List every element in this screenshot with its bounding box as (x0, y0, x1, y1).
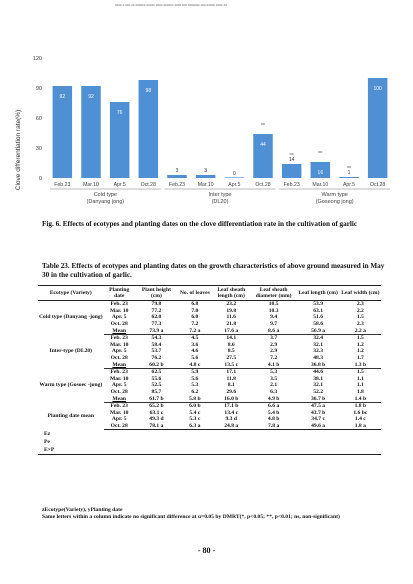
bar-value-label: 1 (347, 170, 351, 176)
plant-height-cell: 62.0 (151, 314, 162, 321)
no-of-leaves-mean-cell: 5.8 b (178, 395, 212, 402)
planting-date-cell: Feb. 23 (110, 335, 128, 342)
stats-row (38, 430, 381, 439)
stats-label-cell: Ez (44, 431, 51, 438)
leaf-sheath-length-cell: 13.4 c (224, 409, 239, 416)
bar-value-label: 98 (145, 88, 152, 94)
leaf-width-mean-cell: 2.2 a (340, 327, 381, 334)
leaf-width-cell: 1.7 (356, 355, 364, 362)
plant-height-cell: 53.7 (151, 348, 162, 355)
leaf-sheath-length-cell: 29.6 (226, 389, 237, 396)
y-axis-label: Clove differentiation rate(%) (15, 109, 22, 191)
leaf-width-cell: 2.2 (356, 307, 364, 314)
bar-value-label: 14 (288, 157, 295, 163)
planting-date-cell: Apr. 5 (111, 314, 127, 321)
planting-date-cell: Oct. 28 (110, 321, 128, 328)
x-tick-label: Apr.5 (228, 182, 241, 188)
leaf-width-cell: 1.8 b (354, 403, 367, 410)
leaf-length-cell: 63.1 (313, 307, 323, 314)
header-leaf-sheath-diameter: Leaf sheath diameter (mm) (251, 286, 297, 301)
bar-value-label: 0 (232, 171, 236, 177)
leaf-length-cell: 38.1 (313, 375, 323, 382)
leaf-sheath-diameter-mean-cell: 4.1 b (251, 361, 297, 368)
leaf-length-cell: 32.3 (313, 348, 323, 355)
plant-height-cell: 55.6 (151, 375, 162, 382)
leaf-sheath-length-cell: 8.5 (227, 348, 235, 355)
bar (339, 177, 358, 178)
ecotype-cell: Planting date mean (47, 412, 94, 419)
no-of-leaves-cell: 4.6 (191, 348, 199, 355)
planting-date-cell: Oct. 28 (110, 389, 128, 396)
table-caption: Table 23. Effects of ecotypes and planting dates on the growth characteristics of above ground measured in May 30 in the cultivation of garlic. (42, 262, 385, 279)
bar-value-label: 3 (175, 168, 179, 174)
plant-height-cell: 85.7 (151, 389, 162, 396)
leaf-sheath-diameter-cell: 3.7 (270, 335, 278, 342)
plant-height-mean-cell: 73.9 a (135, 327, 178, 334)
leaf-width-cell: 1.2 (356, 348, 364, 355)
leaf-length-cell: 49.6 a (297, 423, 340, 430)
y-tick-label: 60 (35, 116, 42, 122)
leaf-sheath-length-cell: 11.6 (226, 314, 236, 321)
bar-value-label: 92 (88, 94, 94, 100)
leaf-length-cell: 53.9 (313, 301, 323, 308)
bar (253, 134, 272, 178)
no-of-leaves-cell: 5.6 (191, 375, 199, 382)
leaf-sheath-diameter-cell: 5.3 (270, 369, 278, 376)
group-label: Cold type (93, 192, 117, 198)
no-of-leaves-cell: 6.8 (191, 301, 199, 308)
table-body (38, 301, 381, 455)
leaf-sheath-length-cell: 17.1 (226, 369, 237, 376)
leaf-sheath-diameter-cell: 6.6 a (268, 403, 280, 410)
leaf-length-cell: 47.5 a (311, 403, 326, 410)
planting-date-cell: Mar. 10 (109, 341, 129, 348)
leaf-width-cell: 1.4 c (354, 416, 366, 423)
leaf-sheath-diameter-cell: 4.8 b (267, 416, 280, 423)
bar (368, 78, 387, 178)
y-tick-label: 0 (38, 176, 42, 182)
leaf-sheath-length-cell: 23.2 (226, 301, 237, 308)
leaf-sheath-diameter-cell: 2.9 (270, 341, 278, 348)
group-labels (50, 189, 390, 205)
clove-differentiation-chart (0, 40, 413, 215)
x-tick-label: Feb.23 (168, 182, 186, 188)
leaf-sheath-diameter-cell: 2.9 (270, 348, 278, 355)
plant-height-cell: 76.2 (151, 355, 162, 362)
x-tick-label: Feb.23 (54, 182, 71, 188)
footnote-line-1: zEcotype(Variety), yPlanting date (42, 507, 123, 513)
table-row (38, 301, 381, 308)
bar (167, 175, 186, 178)
leaf-sheath-diameter-cell: 3.5 (270, 375, 278, 382)
y-ticks (33, 56, 42, 182)
bar-value-label: 3 (204, 168, 208, 174)
ecotype-cell: Inter-type (DL20) (49, 347, 93, 354)
leaf-length-mean-cell: 36.7 b (297, 395, 340, 402)
x-tick-label: Mar.10 (197, 182, 214, 188)
leaf-width-cell: 2.3 (356, 301, 364, 308)
plant-height-cell: 52.5 (151, 382, 162, 389)
no-of-leaves-cell: 5.9 (191, 369, 199, 376)
leaf-width-cell: 2.3 (356, 321, 364, 328)
leaf-sheath-diameter-cell: 7.2 (270, 355, 278, 362)
leaf-sheath-diameter-cell: 2.1 (270, 382, 278, 389)
leaf-length-cell: 32.1 (313, 382, 323, 389)
plant-height-cell: 49.3 d (149, 416, 164, 423)
leaf-length-cell: 34.7 c (311, 416, 325, 423)
planting-date-mean-cell: Mean (104, 361, 135, 368)
leaf-sheath-length-cell: 14.1 (226, 335, 237, 342)
planting-date-cell: Oct. 28 (110, 355, 128, 362)
x-tick-label: Mar.10 (83, 182, 99, 188)
leaf-width-cell: 1.5 (356, 335, 364, 342)
plant-height-cell: 65.2 b (149, 403, 164, 410)
no-of-leaves-cell: 7.2 (191, 321, 199, 328)
group-variety-label: (Danyang jong) (86, 199, 125, 205)
stats-label-cell: E×P (38, 446, 381, 455)
stats-row (38, 438, 381, 446)
leaf-sheath-diameter-cell: 10.5 (268, 301, 279, 308)
bar-value-label: 100 (373, 86, 382, 92)
leaf-length-cell: 44.6 (313, 369, 323, 376)
planting-date-cell: Apr. 5 (111, 416, 127, 423)
bar-value-label: 16 (317, 170, 324, 176)
leaf-sheath-length-cell: 8.1 (227, 382, 235, 389)
leaf-sheath-length-cell: 9.3 d (225, 416, 237, 423)
page-number: - 80 - (197, 546, 216, 555)
x-tick-label: Oct.28 (255, 182, 271, 188)
plant-height-cell: 77.3 (151, 321, 162, 328)
leaf-width-mean-cell: 1.4 b (340, 395, 381, 402)
leaf-width-cell: 1.6 bc (353, 409, 368, 416)
leaf-sheath-diameter-cell: 7.8 a (251, 423, 297, 430)
leaf-sheath-length-mean-cell: 16.0 b (212, 395, 251, 402)
header-ecotype: Ecotype (Variety) (38, 286, 104, 301)
plant-height-cell: 58.4 (151, 341, 162, 348)
planting-date-cell: Feb. 23 (110, 369, 128, 376)
x-tick-label: Oct.28 (140, 182, 156, 188)
leaf-width-cell: 1.1 (356, 375, 364, 382)
plant-height-cell: 62.5 (151, 369, 162, 376)
leaf-width-cell: 1.8 (356, 389, 364, 396)
x-tick-label: Mar.10 (312, 182, 329, 188)
x-tick-label: Oct.28 (370, 182, 386, 188)
no-of-leaves-mean-cell: 7.2 a (178, 327, 212, 334)
no-of-leaves-cell: 5.3 c (189, 416, 201, 423)
leaf-width-cell: 1.5 (356, 369, 364, 376)
no-of-leaves-cell: 3.6 (191, 341, 199, 348)
no-of-leaves-cell: 6.2 (191, 389, 199, 396)
header-leaf-width: Leaf width (cm) (340, 286, 381, 301)
leaf-length-cell: 48.3 (313, 355, 323, 362)
ecotype-cell: Cold type (Danyang -jong) (39, 314, 103, 321)
leaf-length-mean-cell: 36.8 b (297, 361, 340, 368)
planting-date-cell: Mar. 10 (109, 409, 129, 416)
leaf-length-cell: 43.7 b (310, 409, 326, 416)
leaf-sheath-length-cell: 21.8 (226, 321, 237, 328)
leaf-sheath-diameter-cell: 10.3 (268, 307, 279, 314)
no-of-leaves-cell: 6.0 (191, 314, 199, 321)
plant-height-cell: 77.2 (151, 307, 162, 314)
leaf-width-cell: 1.8 a (340, 423, 381, 430)
leaf-sheath-length-mean-cell: 13.5 c (212, 361, 251, 368)
leaf-sheath-diameter-mean-cell: 4.9 b (251, 395, 297, 402)
leaf-sheath-length-cell: 19.8 (226, 307, 237, 314)
leaf-length-cell: 58.6 (313, 321, 323, 328)
planting-date-cell: Mar. 10 (109, 307, 129, 314)
leaf-sheath-diameter-cell: 5.4 b (267, 409, 280, 416)
chart-svg (0, 40, 413, 215)
plant-height-cell: 79.8 (151, 301, 162, 308)
footnote-line-2: Same letters within a column indicate no significant difference at α=0.05 by DMRT(*, p<0.05; **, p<0.01; ns, non-significant) (42, 514, 340, 520)
no-of-leaves-cell: 4.5 (191, 335, 199, 342)
leaf-sheath-length-cell: 11.8 (226, 375, 236, 382)
planting-date-cell: Apr. 5 (111, 348, 127, 355)
plant-height-mean-cell: 61.7 b (135, 395, 178, 402)
leaf-sheath-length-cell: 27.5 (226, 355, 237, 362)
header-leaf-length: Leaf length (cm) (297, 286, 340, 301)
bar (139, 80, 158, 178)
x-tick-label: Apr.5 (342, 182, 356, 188)
leaf-width-cell: 1.5 (356, 314, 364, 321)
plant-height-cell: 63.1 c (149, 409, 164, 416)
leaf-sheath-length-cell: 8.6 (227, 341, 235, 348)
y-tick-label: 120 (32, 56, 42, 62)
header-leaf-sheath-length: Leaf sheath length (cm) (212, 286, 251, 301)
plant-height-cell: 78.1 a (135, 423, 178, 430)
no-of-leaves-cell: 5.4 c (189, 409, 201, 416)
group-label: Inter type (208, 192, 232, 198)
header-no-of-leaves: No. of leaves (178, 286, 212, 301)
table-row (38, 402, 381, 409)
planting-date-mean-cell: Mean (104, 395, 135, 402)
leaf-length-cell: 51.6 (313, 314, 323, 321)
figure-caption: Fig. 6. Effects of ecotypes and planting dates on the clove differentiation rate in the cultivation of garlic (42, 220, 358, 228)
leaf-length-mean-cell: 56.9 a (297, 327, 340, 334)
no-of-leaves-cell: 5.6 (191, 355, 199, 362)
plant-height-cell: 54.3 (151, 335, 162, 342)
bar-value-label: 76 (116, 110, 123, 116)
leaf-sheath-diameter-mean-cell: 8.6 a (251, 327, 297, 334)
planting-date-cell: Apr. 5 (111, 382, 127, 389)
bars (53, 78, 388, 178)
x-tick-label: Feb.23 (283, 182, 300, 188)
header-plant-height: Plant height (cm) (135, 286, 178, 301)
growth-table (38, 285, 381, 455)
group-variety-label: (Goseong jong) (315, 199, 354, 205)
leaf-length-cell: 52.2 (313, 389, 323, 396)
bar-value-label: 92 (59, 94, 66, 100)
no-of-leaves-cell: 5.3 (191, 382, 199, 389)
running-header: ಠಠಠಠ ಠ ಠಠಠ ಠಠ ಠಠಠಠಠಠ ಠಠಠಠಠ ಠಠಠಠ ಠಠಠಠಠಠ ಠಠಠಠ ಠಠಠ ಠಠಠಠಠಠಠ ಠಠಠ ಠಠಠಠಠ ಠಠಠಠ ಠಠ (115, 3, 227, 7)
table-footnote (42, 507, 387, 521)
group-label: Warm type (321, 192, 348, 198)
x-ticks (54, 182, 385, 188)
leaf-width-cell: 1.2 (356, 341, 364, 348)
bar-value-label: 44 (260, 142, 266, 148)
stats-label-cell: Pe (44, 439, 50, 446)
leaf-width-mean-cell: 1.3 b (340, 361, 381, 368)
no-of-leaves-cell: 7.0 (191, 307, 199, 314)
leaf-length-cell: 32.1 (313, 341, 323, 348)
leaf-sheath-length-cell: 24.8 a (212, 423, 251, 430)
leaf-sheath-diameter-cell: 9.4 (270, 314, 278, 321)
table-row (38, 334, 381, 341)
planting-date-cell: Mar. 10 (109, 375, 129, 382)
group-variety-label: (DL20) (211, 199, 229, 205)
no-of-leaves-mean-cell: 4.8 c (178, 361, 212, 368)
planting-date-cell: Oct. 28 (104, 423, 135, 430)
plant-height-mean-cell: 60.2 b (135, 361, 178, 368)
x-tick-label: Apr.5 (113, 182, 126, 188)
leaf-length-cell: 32.4 (313, 335, 323, 342)
y-tick-label: 30 (35, 146, 42, 152)
no-of-leaves-cell: 6.0 b (189, 403, 201, 410)
header-planting-date: Planting date (104, 286, 135, 301)
planting-date-cell: Feb. 23 (110, 403, 128, 410)
bar (225, 177, 244, 178)
planting-date-mean-cell: Mean (104, 327, 135, 334)
stats-row (38, 446, 381, 455)
bar (196, 175, 215, 178)
no-of-leaves-cell: 6.3 a (178, 423, 212, 430)
bar (282, 164, 301, 178)
ecotype-cell: Warm type (Gosoec -jong) (39, 381, 103, 388)
table-row (38, 368, 381, 375)
leaf-width-cell: 1.1 (356, 382, 364, 389)
leaf-sheath-diameter-cell: 9.7 (270, 321, 278, 328)
planting-date-cell: Feb. 23 (110, 301, 128, 308)
leaf-sheath-diameter-cell: 6.3 (270, 389, 278, 396)
leaf-sheath-length-mean-cell: 17.6 a (212, 327, 251, 334)
y-tick-label: 90 (35, 86, 42, 92)
leaf-sheath-length-cell: 17.1 b (224, 403, 239, 410)
